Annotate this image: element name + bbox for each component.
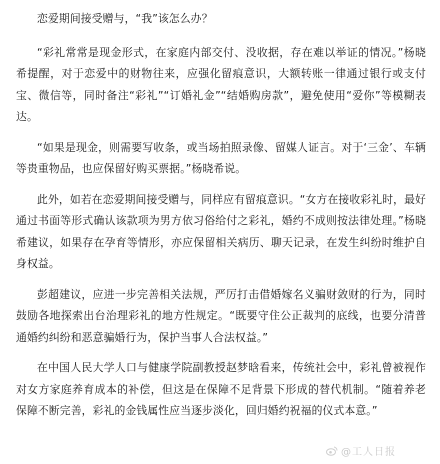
article-subheading: 恋爱期间接受赠与，“我”该怎么办？	[37, 12, 213, 25]
paragraph-spacer	[16, 128, 426, 137]
article-paragraph-3: 此外，如若在恋爱期间接受赠与，同样应有留痕意识。“女方在接收彩礼时，最好通过书面等形式确认该款项为男方依习俗给付之彩礼，婚约不成则按法律处理。”杨晓希建议，如果存在孕育等情形，亦应保留相关病历、聊天记录，在发生纠纷时维护自身权益。	[16, 192, 426, 270]
watermark-text: @工人日报	[341, 447, 396, 458]
article-paragraph-1: “彩礼常常是现金形式，在家庭内部交付、没收据，存在难以举证的情况。”杨晓希提醒，对于恋爱中的财物往来，应强化留痕意识，大额转账一律通过银行或支付宝、微信等，同时备注“彩礼”“订婚礼金”“结婚购房款”，避免使用“爱你”等模糊表达。	[16, 45, 426, 123]
article-paragraph-2: “如果是现金，则需要写收条，或当场拍照录像、留媒人证言。对于‘三金’、车辆等贵重物品，也应保留好购买票据。”杨晓希说。	[16, 140, 426, 175]
paragraph-spacer	[16, 348, 426, 357]
article-paragraph-5: 在中国人民大学人口与健康学院副教授赵梦晗看来，传统社会中，彩礼曾被视作对女方家庭养育成本的补偿，但这是在保障不足背景下形成的替代机制。“随着养老保障不断完善，彩礼的金钱属性应当逐步淡化，回归婚约祝福的仪式本意。”	[16, 361, 426, 417]
paragraph-spacer	[16, 275, 426, 284]
paragraph-spacer	[16, 180, 426, 189]
source-watermark	[326, 443, 396, 458]
article-paragraph-4: 彭超建议，应进一步完善相关法规，严厉打击借婚嫁名义骗财敛财的行为，同时鼓励各地探索出台治理彩礼的地方性规定。“既要守住公正裁判的底线，也要分清普通婚约纠纷和恶意骗婚行为，保护当事人合法权益。”	[16, 287, 426, 344]
weibo-logo-icon	[326, 446, 338, 456]
